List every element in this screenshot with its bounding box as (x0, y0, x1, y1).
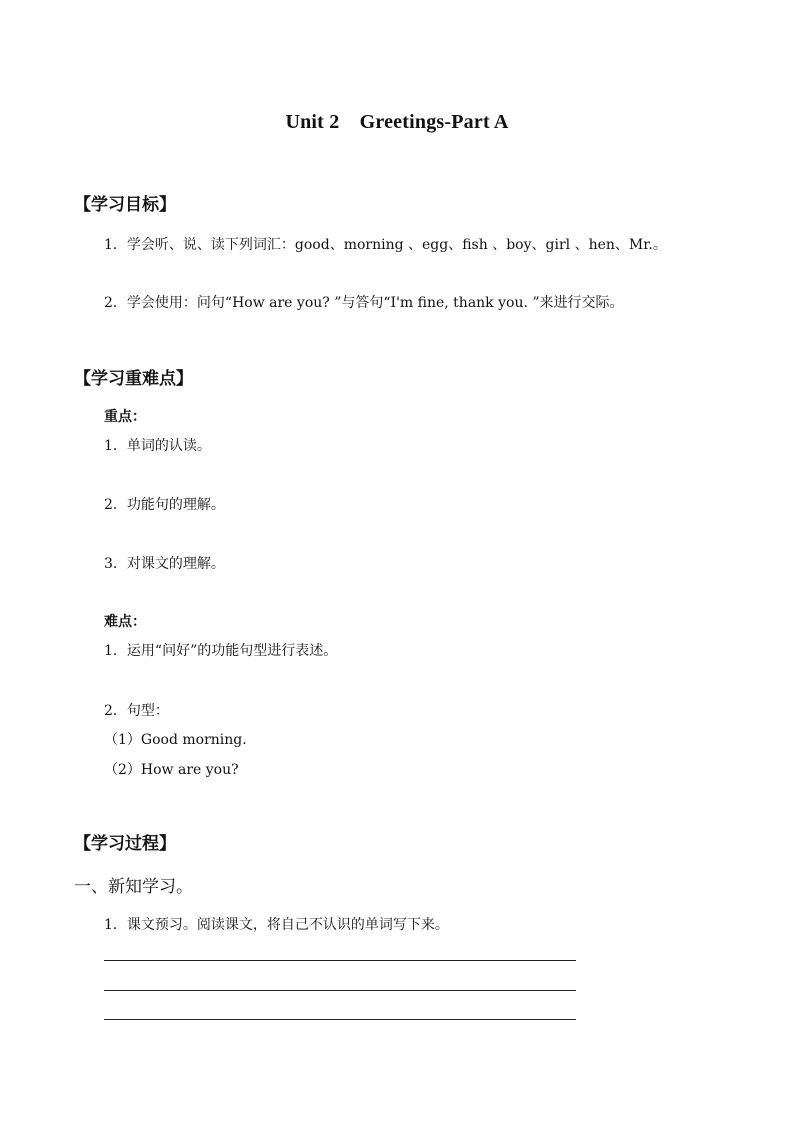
focus-label: 重点： (104, 409, 146, 425)
difficulty-item-2: 2．句型： (104, 703, 169, 719)
answer-line[interactable] (104, 960, 576, 961)
answer-line[interactable] (104, 990, 576, 991)
sentence-pattern-2: （2）How are you? (104, 762, 239, 778)
objective-item-1: 1．学会听、说、读下列词汇：good、morning 、egg、fish 、boy、girl 、hen、Mr.。 (104, 237, 667, 253)
section-heading-key-points: 【学习重难点】 (74, 369, 193, 389)
part-heading-new-learning: 一、新知学习。 (74, 877, 193, 897)
section-heading-process: 【学习过程】 (74, 834, 176, 854)
answer-line[interactable] (104, 1019, 576, 1020)
objective-item-2: 2．学会使用：问句“How are you? ”与答句“I'm fine, thank you. ”来进行交际。 (104, 295, 624, 311)
difficulty-item-1: 1．运用“问好”的功能句型进行表述。 (104, 643, 338, 659)
sentence-pattern-1: （1）Good morning. (104, 732, 247, 748)
focus-item-2: 2．功能句的理解。 (104, 497, 225, 513)
process-item-1: 1．课文预习。阅读课文，将自己不认识的单词写下来。 (104, 917, 449, 933)
focus-item-1: 1．单词的认读。 (104, 438, 211, 454)
section-heading-objectives: 【学习目标】 (74, 195, 176, 215)
difficulty-label: 难点： (104, 614, 146, 630)
page-title: Unit 2 Greetings-Part A (285, 111, 509, 133)
focus-item-3: 3．对课文的理解。 (104, 556, 225, 572)
